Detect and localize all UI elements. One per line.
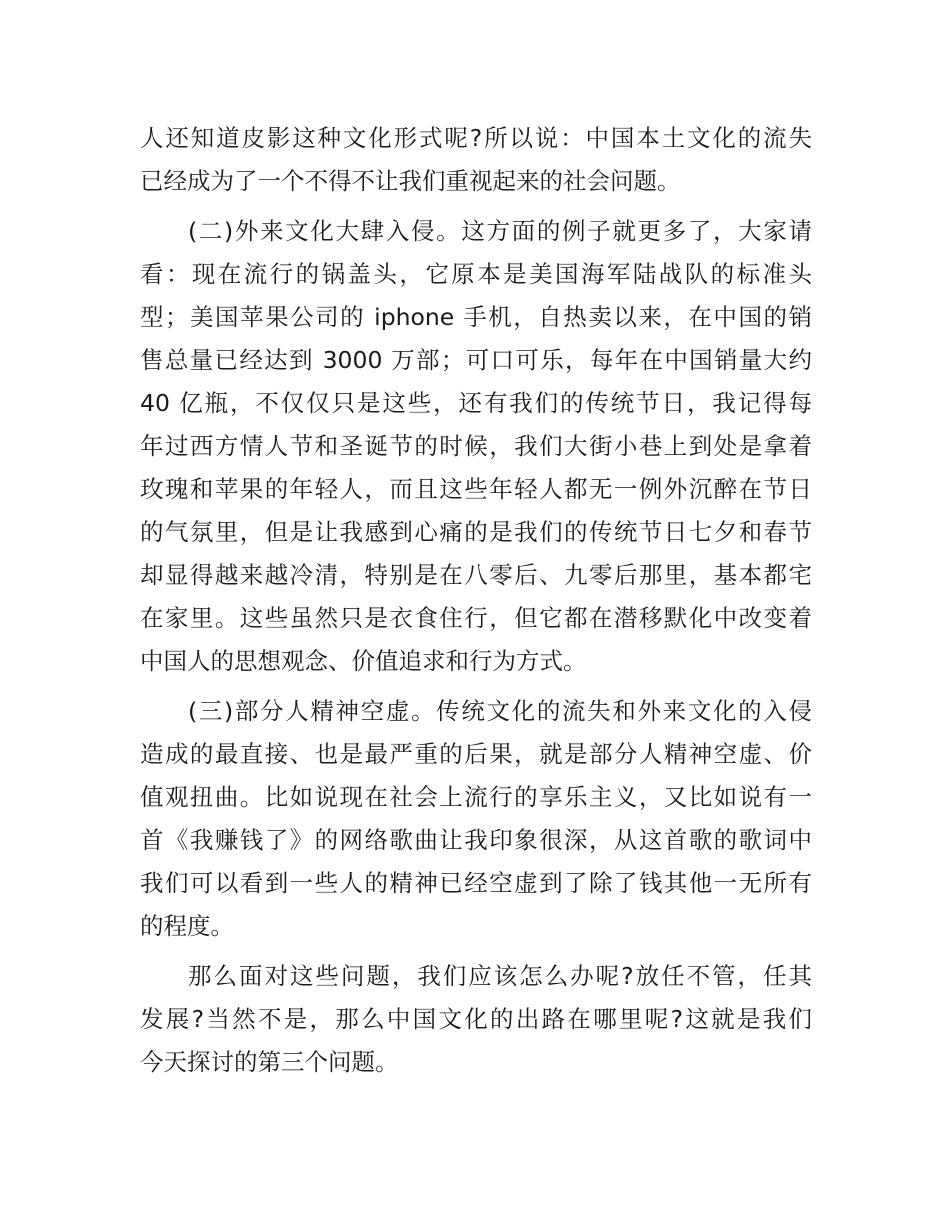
text-line: 首《我赚钱了》的网络歌曲让我印象很深，从这首歌的歌词中: [140, 826, 812, 854]
text-line: (三)部分人精神空虚。传统文化的流失和外来文化的入侵: [188, 697, 812, 725]
text-line: 在家里。这些虽然只是衣食住行，但它都在潜移默化中改变着: [140, 604, 812, 632]
text-line: 的气氛里，但是让我感到心痛的是我们的传统节日七夕和春节: [140, 518, 812, 546]
text-line: (二)外来文化大肆入侵。这方面的例子就更多了，大家请: [188, 217, 812, 245]
paragraph-foreign-culture: [140, 210, 812, 683]
text-line: 我们可以看到一些人的精神已经空虚到了除了钱其他一无所有: [140, 869, 812, 897]
text-line: 看：现在流行的锅盖头，它原本是美国海军陆战队的标准头: [140, 260, 812, 288]
paragraph-continuation: [140, 117, 812, 203]
text-line: 已经成为了一个不得不让我们重视起来的社会问题。: [140, 167, 681, 195]
text-line: 的程度。: [140, 912, 234, 940]
text-line: 却显得越来越冷清，特别是在八零后、九零后那里，基本都宅: [140, 561, 812, 589]
text-line: 玫瑰和苹果的年轻人，而且这些年轻人都无一例外沉醉在节日: [140, 475, 812, 503]
text-line: 型；美国苹果公司的 iphone 手机，自热卖以来，在中国的销: [140, 303, 812, 331]
text-line: 40 亿瓶，不仅仅只是这些，还有我们的传统节日，我记得每: [140, 389, 812, 417]
text-line: 年过西方情人节和圣诞节的时候，我们大街小巷上到处是拿着: [140, 432, 812, 460]
text-line: 值观扭曲。比如说现在社会上流行的享乐主义，又比如说有一: [140, 783, 812, 811]
text-line: 发展?当然不是，那么中国文化的出路在哪里呢?这就是我们: [140, 1005, 812, 1033]
text-line: 人还知道皮影这种文化形式呢?所以说：中国本土文化的流失: [140, 124, 812, 152]
paragraph-question: [140, 955, 812, 1084]
document-body: [140, 117, 812, 1084]
text-line: 中国人的思想观念、价值追求和行为方式。: [140, 647, 587, 675]
text-line: 今天探讨的第三个问题。: [140, 1048, 399, 1076]
text-line: 售总量已经达到 3000 万部；可口可乐，每年在中国销量大约: [140, 346, 812, 374]
paragraph-spiritual-void: [140, 690, 812, 948]
text-line: 那么面对这些问题，我们应该怎么办呢?放任不管，任其: [188, 962, 812, 990]
text-line: 造成的最直接、也是最严重的后果，就是部分人精神空虚、价: [140, 740, 812, 768]
